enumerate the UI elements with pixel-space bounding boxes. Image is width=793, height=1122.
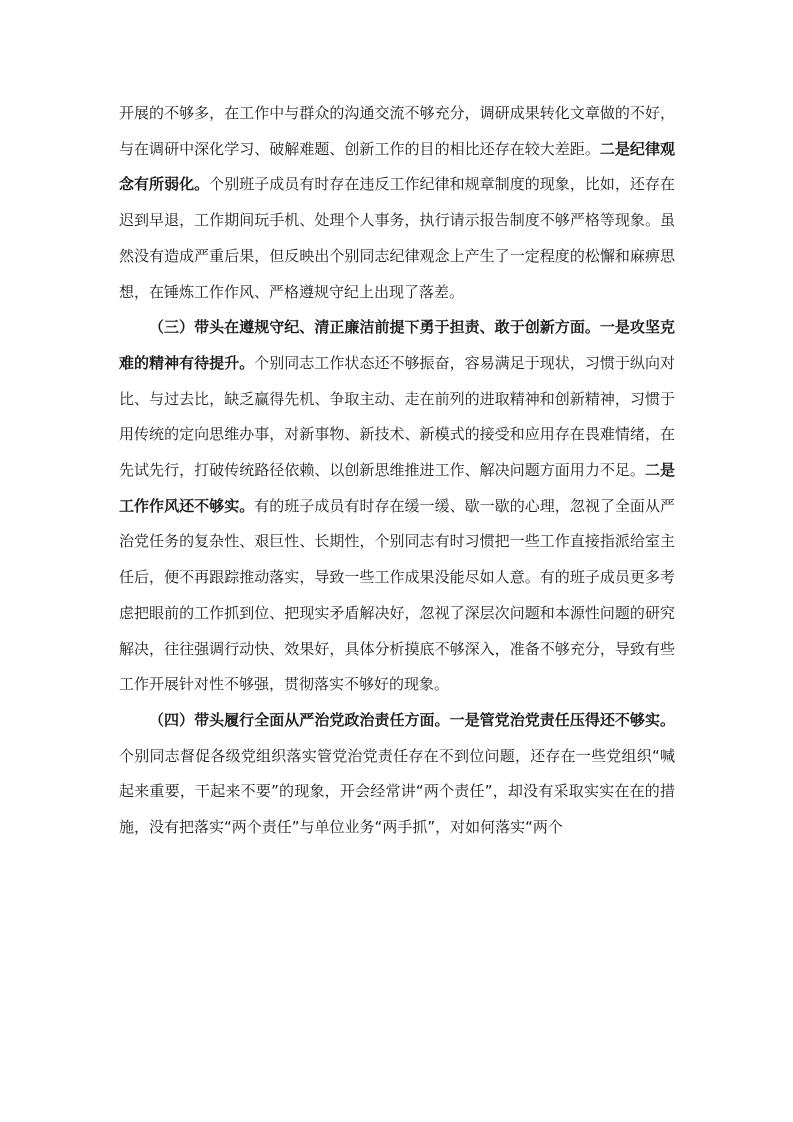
paragraph-section-three bbox=[119, 310, 675, 703]
bold-heading-discipline: 二是纪律观念有所弱化。 bbox=[119, 139, 675, 194]
section-heading-four: （四）带头履行全面从严治党政治责任方面。一是管党治党责任压得还不够实。 bbox=[149, 710, 675, 729]
bold-heading-work-style: 二是工作作风还不够实。 bbox=[119, 461, 675, 515]
document-body bbox=[119, 96, 675, 846]
text-segment: 个别同志督促各级党组织落实管党治党责任存在不到位问题，还存在一些党组织“喊起来重要，干起来不要”的现象，开会经常讲“两个责任”，却没有采取实实在在的措施，没有把落实“两个责任”与单位业务“两手抓”，对如何落实“两个 bbox=[119, 746, 675, 837]
text-segment: 个别同志工作状态还不够振奋，容易满足于现状，习惯于纵向对比、与过去比，缺乏赢得先机、争取主动、走在前列的进取精神和创新精神，习惯于用传统的定向思维办事，对新事物、新技术、新模式的接受和应用存在畏难情绪，在先试先行，打破传统路径依赖、以创新思维推进工作、解决问题方面用力不足。 bbox=[119, 353, 675, 480]
text-segment: 开展的不够多，在工作中与群众的沟通交流不够充分，调研成果转化文章做的不好，与在调研中深化学习、破解难题、创新工作的目的相比还存在较大差距。 bbox=[119, 104, 675, 158]
section-heading-three: （三）带头在遵规守纪、清正廉洁前提下勇于担责、敢于创新方面。一是攻坚克难的精神有待提升。 bbox=[119, 318, 675, 372]
paragraph-section-four bbox=[119, 703, 675, 846]
text-segment: 个别班子成员有时存在违反工作纪律和规章制度的现象，比如，还存在迟到早退，工作期间玩手机、处理个人事务，执行请示报告制度不够严格等现象。虽然没有造成严重后果，但反映出个别同志纪律观念上产生了一定程度的松懈和麻痹思想，在锤炼工作作风、严格遵规守纪上出现了落差。 bbox=[119, 175, 675, 301]
text-segment: 有的班子成员有时存在缓一缓、歇一歇的心理，忽视了全面从严治党任务的复杂性、艰巨性、长期性，个别同志有时习惯把一些工作直接指派给室主任后，便不再跟踪推动落实，导致一些工作成果没能尽如人意。有的班子成员更多考虑把眼前的工作抓到位、把现实矛盾解决好，忽视了深层次问题和本源性问题的研究解决，往往强调行动快、效果好，具体分析摸底不够深入，准备不够充分，导致有些工作开展针对性不够强，贯彻落实不够好的现象。 bbox=[119, 496, 675, 694]
paragraph-discipline bbox=[119, 96, 675, 310]
